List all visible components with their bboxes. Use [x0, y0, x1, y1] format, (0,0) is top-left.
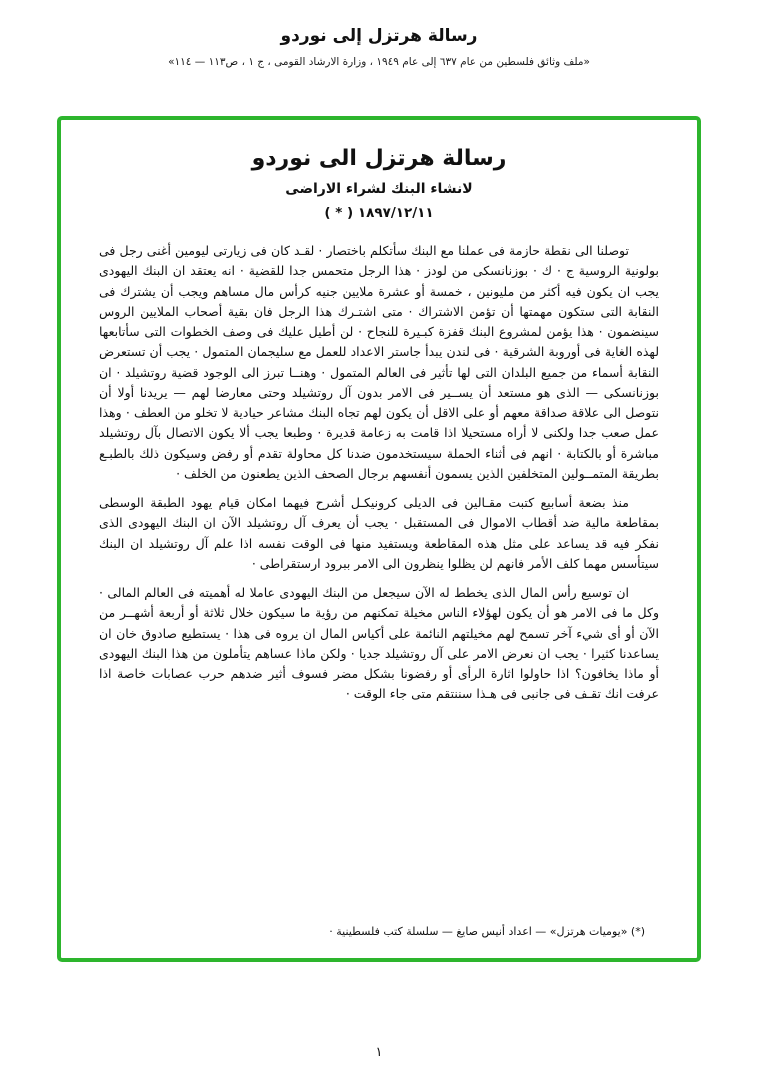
letter-paragraph-2: منذ بضعة أسابيع كتبت مقـالين فى الديلى كرونيكـل أشرح فيهما امكان قيام يهود الطبقة الوسطى بمقاطعة مالية ضد أقطاب الاموال فى المستقبل · يجب أن يعرف آل روتشيلد الآن ان البنك اليهودى الذى نفكر فيه قد يساعد على مثل هذه المقاطعة ويستفيد منها فى الوقت نفسه اذا علم آل روتشيلد ان البنك سيتأسس مهما كلف الأمر فانهم لن يظلوا ينظرون الى الامر ببرود ارستقراطى ·	[99, 495, 659, 571]
letter-paragraph-3: ان توسيع رأس المال الذى يخطط له الآن سيجعل من البنك اليهودى عاملا له أهميته فى العالم المالى · وكل ما فى الامر هو أن يكون لهؤلاء الناس مخيلة تمكنهم من رؤية ما سيكون خلال ثلاثة أو أربعة أشهــر من الآن أو أى شيء آخر تسمح لهم مخيلتهم النائمة على أكياس المال ان يروه فى هذا · يستطيع صادوق خان ان يساعدنا كثيرا · يجب ان نعرض الامر على آل روتشيلد جديا · ولكن ماذا عساهم يتأملون من هذا البنك اليهودى أو ماذا يخافون؟ اذا حاولوا اثارة الرأى أو رفضونا بشكل مضر فسوف أثير ضدهم حرب عصابات خاصة اذا عرفت انك تقـف فى جانبى فى هـذا سننتقم متى جاء الوقت ·	[99, 585, 659, 702]
letter-subtitle: لانشاء البنك لشراء الاراضى	[285, 181, 473, 197]
letter-date: ١٨٩٧/١٢/١١ ( * )	[324, 205, 434, 221]
letter-paragraph-1: توصلنا الى نقطة حازمة فى عملنا مع البنك سأتكلم باختصار · لقـد كان فى زيارتى ليومين أغنى رجل فى بولونية الروسية ج · ك · بوزنانسكى من لودز · هذا الرجل متحمس جدا للقضية · انه يعتقد ان البنك اليهودى يجب ان يكون فيه أكثر من مليونين ، خمسة أو عشرة ملايين جنيه كرأس مال مساهم ويجب أن يشترك فى النقابة التى ستكون مهمتها أن تؤمن الاشتراك · متى اشتـرك هذا الرجل فان بقية أصحاب الملايين الروس سينضمون · هذا يؤمن لمشروع البنك قفزة كبـيرة للنجاح · لن أطيل عليك فى وصف الخطوات التى سأتابعها لهذه الغاية فى أوروبة الشرقية · فى لندن يبدأ جاستر الاعداد للعمل مع سليجمان المتمول · يجب أن تستعرض النقابة أسماء من جميع البلدان التى لها تأثير فى العالم المتمول · وهنــا تبرز الى الوجود قضية روتشيلد · ان بوزنانسكى — الذى هو مستعد أن يســير فى الامر بدون آل روتشيلد وحتى معارضا لهم — يريدنا أولا أن نتوصل الى علاقة صداقة معهم أو على الاقل أن يكون لهم تجاه البنك مشاعر حيادية لا تخلو من العطف · وهذا عمل صعب جدا ولكنى لا أراه مستحيلا اذا قامت به زعامة قديرة · وطبعا يجب ألا يكون الاتصال بآل روتشيلد مباشرة أو بالكتابة · انهم فى أثناء الحملة سيستخدمون ضدنا كل محاولة تقدم أو رفض وسيكون ذلك بالطبـع بطريقة المتمــولين المتخلفين الذين يسمون أنفسهم برجال الصحف الذين يطعنون من الخلف ·	[99, 243, 659, 481]
page-number: ١	[375, 1045, 383, 1060]
letter-frame	[57, 116, 701, 962]
letter-title: رسالة هرتزل الى نوردو	[251, 146, 507, 171]
letter-body	[99, 241, 659, 714]
page-header-source: «ملف وثائق فلسطين من عام ٦٣٧ إلى عام ١٩٤٩ ، وزارة الارشاد القومى ، ج ١ ، ص١١٣ — ١١٤»	[168, 56, 590, 68]
page-header	[0, 26, 758, 68]
footnote: (*) «يوميات هرتزل» — اعداد أنيس صايغ — سلسلة كتب فلسطينية ·	[329, 924, 645, 938]
page-header-title: رسالة هرتزل إلى نوردو	[280, 26, 478, 46]
